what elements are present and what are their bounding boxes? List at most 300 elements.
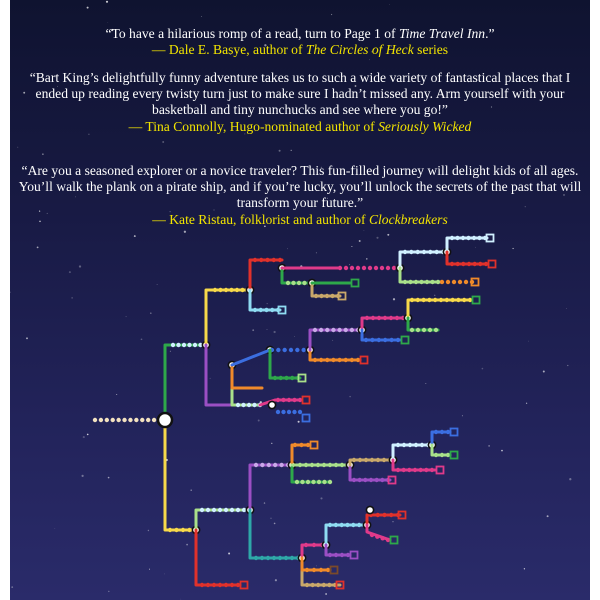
route-bead: [193, 343, 197, 347]
route-bead: [300, 480, 304, 484]
route-bead: [281, 410, 285, 414]
route-bead: [276, 398, 280, 402]
route-bead: [260, 556, 264, 560]
ending-marker: [402, 337, 409, 344]
route-bead: [421, 298, 425, 302]
route-bead: [265, 258, 269, 262]
star: [170, 351, 171, 352]
star: [184, 231, 186, 233]
route-bead: [446, 430, 450, 434]
route-bead: [259, 308, 263, 312]
route-bead: [286, 281, 290, 285]
star: [279, 150, 281, 152]
route-bead: [478, 262, 482, 266]
route-bead: [319, 294, 323, 298]
route-line: [393, 445, 430, 460]
route-bead: [305, 568, 309, 572]
route-bead: [374, 478, 378, 482]
route-bead: [380, 478, 384, 482]
route-bead: [279, 463, 283, 467]
star: [364, 230, 365, 231]
ending-marker: [303, 415, 310, 422]
route-bead: [291, 281, 295, 285]
route-bead: [200, 583, 204, 587]
route-bead: [396, 443, 400, 447]
route-bead: [414, 280, 418, 284]
route-line: [408, 300, 470, 318]
route-bead: [455, 236, 459, 240]
route-bead: [304, 543, 308, 547]
ending-marker: [473, 297, 480, 304]
star: [210, 378, 211, 379]
star: [79, 265, 81, 267]
quote-text: “To have a hilarious romp of a read, turn to Page 1 of: [105, 26, 399, 41]
route-bead: [282, 348, 286, 352]
route-bead: [93, 418, 97, 422]
quote-text: “Bart King’s delightfully funny adventure takes us to such a wide variety of fantastical places that I ended up reading every twisty turn just to make sure I hadn’t missed any. Arm yourself with your basketball and tiny nunchucks and see where you go!”: [29, 70, 571, 118]
route-line: [196, 510, 250, 530]
route-bead: [313, 328, 317, 332]
star: [462, 415, 463, 416]
route-bead: [455, 262, 459, 266]
route-bead: [325, 328, 329, 332]
route-bead: [340, 553, 344, 557]
route-bead: [241, 403, 245, 407]
route-bead: [377, 338, 381, 342]
route-bead: [434, 250, 438, 254]
blurb-quote-1: [10, 26, 590, 58]
route-bead: [467, 262, 471, 266]
route-bead: [140, 418, 144, 422]
route-bead: [472, 262, 476, 266]
ending-marker: [361, 357, 368, 364]
route-bead: [316, 463, 320, 467]
route-bead: [240, 288, 244, 292]
star: [252, 329, 254, 331]
route-bead: [396, 468, 400, 472]
star: [267, 329, 268, 330]
route-bead: [389, 316, 393, 320]
route-bead: [416, 328, 420, 332]
route-bead: [272, 556, 276, 560]
route-bead: [338, 266, 342, 270]
route-bead: [229, 288, 233, 292]
route-line: [232, 365, 262, 388]
route-bead: [272, 258, 276, 262]
route-bead: [328, 553, 332, 557]
route-bead: [134, 418, 138, 422]
star: [475, 247, 476, 248]
route-bead: [230, 583, 234, 587]
route-bead: [330, 294, 334, 298]
star: [71, 297, 72, 298]
route-bead: [428, 250, 432, 254]
route-bead: [401, 468, 405, 472]
blurb-quote-3: [10, 163, 590, 228]
star: [482, 368, 484, 370]
route-bead: [452, 280, 456, 284]
route-bead: [380, 536, 384, 540]
star: [528, 341, 529, 342]
star: [275, 579, 277, 581]
route-bead: [346, 553, 350, 557]
star: [270, 518, 271, 519]
route-bead: [334, 523, 338, 527]
route-bead: [295, 348, 299, 352]
route-bead: [416, 298, 420, 302]
quote-attribution: — Tina Connolly, Hugo-nominated author of Seriously Wicked: [128, 118, 472, 134]
star: [116, 394, 117, 395]
route-bead: [301, 348, 305, 352]
route-bead: [464, 280, 468, 284]
route-bead: [292, 410, 296, 414]
star: [512, 248, 513, 249]
route-bead: [224, 508, 228, 512]
ending-marker: [451, 452, 458, 459]
route-bead: [334, 463, 338, 467]
route-bead: [436, 280, 440, 284]
route-bead: [352, 478, 356, 482]
star: [264, 502, 265, 503]
route-bead: [306, 443, 310, 447]
route-bead: [430, 468, 434, 472]
route-bead: [409, 250, 413, 254]
route-bead: [440, 430, 444, 434]
route-line: [447, 238, 487, 252]
route-bead: [368, 266, 372, 270]
route-bead: [327, 583, 331, 587]
route-bead: [270, 308, 274, 312]
route-bead: [331, 328, 335, 332]
quote-book-title: Time Travel Inn: [398, 26, 486, 41]
route-bead: [298, 410, 302, 414]
route-bead: [276, 348, 280, 352]
route-bead: [439, 298, 443, 302]
ending-marker: [241, 582, 248, 589]
route-bead: [422, 328, 426, 332]
star: [366, 258, 367, 259]
route-bead: [382, 513, 386, 517]
route-bead: [284, 556, 288, 560]
star: [501, 450, 503, 452]
route-bead: [402, 443, 406, 447]
star: [274, 523, 276, 525]
route-bead: [392, 266, 396, 270]
route-bead: [428, 328, 432, 332]
route-bead: [319, 568, 323, 572]
route-bead: [414, 443, 418, 447]
route-line: [400, 268, 440, 282]
route-bead: [458, 280, 462, 284]
route-bead: [290, 376, 294, 380]
ending-marker: [352, 280, 359, 287]
star: [273, 331, 275, 333]
route-bead: [370, 338, 374, 342]
star: [180, 599, 181, 600]
route-bead: [424, 468, 428, 472]
route-bead: [468, 298, 472, 302]
route-line: [350, 465, 390, 480]
route-bead: [382, 458, 386, 462]
route-line: [250, 260, 282, 290]
route-line: [310, 330, 360, 350]
star: [349, 396, 350, 397]
route-bead: [350, 328, 354, 332]
route-bead: [461, 262, 465, 266]
route-bead: [260, 463, 264, 467]
route-bead: [292, 398, 296, 402]
star: [569, 478, 571, 480]
route-line: [206, 290, 250, 345]
route-bead: [357, 523, 361, 527]
route-bead: [430, 280, 434, 284]
route-bead: [396, 338, 400, 342]
star: [162, 141, 164, 143]
star: [228, 553, 230, 555]
route-bead: [484, 262, 488, 266]
quote-text-end: .”: [485, 26, 495, 41]
star: [126, 316, 127, 317]
route-bead: [116, 418, 120, 422]
route-bead: [312, 568, 316, 572]
route-bead: [235, 288, 239, 292]
route-line: [232, 365, 260, 405]
route-bead: [212, 583, 216, 587]
route-bead: [408, 280, 412, 284]
route-line: [292, 465, 330, 482]
route-bead: [182, 343, 186, 347]
route-bead: [299, 443, 303, 447]
route-bead: [328, 463, 332, 467]
route-bead: [450, 298, 454, 302]
route-bead: [314, 294, 318, 298]
route-bead: [128, 418, 132, 422]
route-line: [282, 268, 310, 283]
route-bead: [472, 236, 476, 240]
route-bead: [365, 316, 369, 320]
route-bead: [322, 463, 326, 467]
route-line: [270, 350, 300, 378]
ending-marker: [303, 397, 310, 404]
route-bead: [377, 316, 381, 320]
route-bead: [254, 556, 258, 560]
star: [393, 298, 395, 300]
route-bead: [302, 281, 306, 285]
star: [376, 237, 378, 239]
route-bead: [470, 280, 474, 284]
route-bead: [278, 258, 282, 262]
route-bead: [344, 358, 348, 362]
ending-marker: [351, 552, 358, 559]
route-bead: [461, 236, 465, 240]
route-bead: [434, 328, 438, 332]
route-bead: [434, 453, 438, 457]
star: [488, 445, 490, 447]
route-bead: [374, 266, 378, 270]
route-bead: [407, 468, 411, 472]
route-bead: [111, 418, 115, 422]
star: [389, 4, 390, 5]
star: [316, 566, 317, 567]
route-line: [232, 350, 270, 365]
route-bead: [364, 458, 368, 462]
route-bead: [236, 403, 240, 407]
star: [543, 370, 545, 372]
route-bead: [331, 358, 335, 362]
route-bead: [295, 480, 299, 484]
route-bead: [325, 358, 329, 362]
route-bead: [357, 478, 361, 482]
route-bead: [370, 533, 374, 537]
star: [526, 403, 527, 404]
route-bead: [306, 480, 310, 484]
star: [201, 16, 202, 17]
junction-node: [366, 506, 373, 513]
route-bead: [433, 298, 437, 302]
route-bead: [450, 262, 454, 266]
route-bead: [344, 328, 348, 332]
route-bead: [337, 358, 341, 362]
route-bead: [171, 343, 175, 347]
star: [294, 336, 295, 337]
route-bead: [445, 298, 449, 302]
ending-marker: [437, 467, 444, 474]
route-bead: [313, 358, 317, 362]
route-bead: [350, 266, 354, 270]
route-bead: [415, 250, 419, 254]
route-bead: [376, 513, 380, 517]
route-bead: [383, 316, 387, 320]
route-bead: [253, 308, 257, 312]
route-bead: [356, 358, 360, 362]
route-bead: [446, 453, 450, 457]
route-bead: [422, 250, 426, 254]
star: [369, 59, 370, 60]
route-bead: [440, 280, 444, 284]
route-bead: [413, 468, 417, 472]
route-bead: [326, 568, 330, 572]
blurb-quote-2: [10, 70, 590, 135]
route-line: [250, 290, 280, 310]
star: [298, 421, 300, 423]
route-bead: [213, 288, 217, 292]
star: [164, 574, 165, 575]
route-bead: [287, 398, 291, 402]
star: [547, 515, 549, 517]
route-bead: [298, 463, 302, 467]
route-bead: [369, 478, 373, 482]
route-bead: [345, 523, 349, 527]
star: [83, 436, 85, 438]
route-bead: [242, 508, 246, 512]
star: [17, 147, 18, 148]
route-bead: [450, 236, 454, 240]
route-bead: [386, 266, 390, 270]
route-bead: [146, 418, 150, 422]
route-bead: [310, 583, 314, 587]
route-bead: [356, 266, 360, 270]
route-bead: [462, 298, 466, 302]
star: [316, 252, 317, 253]
route-bead: [340, 463, 344, 467]
route-line: [250, 465, 290, 510]
route-bead: [410, 298, 414, 302]
star: [267, 303, 268, 304]
route-bead: [259, 258, 263, 262]
star: [69, 271, 71, 273]
route-bead: [273, 463, 277, 467]
route-bead: [99, 418, 103, 422]
star: [271, 443, 272, 444]
route-bead: [105, 418, 109, 422]
star: [87, 7, 89, 9]
route-bead: [386, 538, 390, 542]
route-bead: [363, 478, 367, 482]
route-bead: [218, 583, 222, 587]
route-bead: [297, 281, 301, 285]
route-bead: [311, 480, 315, 484]
route-line: [165, 420, 196, 530]
route-bead: [403, 280, 407, 284]
route-line: [326, 525, 365, 545]
route-bead: [276, 410, 280, 414]
route-bead: [446, 280, 450, 284]
route-bead: [298, 398, 302, 402]
star: [107, 22, 108, 23]
route-bead: [224, 288, 228, 292]
route-bead: [319, 328, 323, 332]
route-bead: [236, 583, 240, 587]
route-bead: [383, 338, 387, 342]
star: [291, 150, 292, 151]
route-bead: [310, 463, 314, 467]
star: [349, 264, 350, 265]
star: [54, 528, 55, 529]
route-bead: [168, 528, 172, 532]
quote-text: “Are you a seasoned explorer or a novice traveler? This fun-filled journey will delight kids of all ages. You’ll walk the plank on a pirate ship, and if you’re lucky, you’ll unlock the secrets of the past that will transform your future.”: [18, 163, 582, 211]
route-bead: [440, 453, 444, 457]
route-bead: [389, 513, 393, 517]
route-bead: [325, 294, 329, 298]
star: [186, 544, 188, 546]
route-bead: [389, 338, 393, 342]
star: [42, 153, 44, 155]
quote-attribution: — Dale E. Basye, author of The Circles of Heck series: [151, 42, 449, 58]
start-node: [158, 413, 172, 427]
star: [26, 337, 28, 339]
star: [11, 586, 13, 588]
star: [81, 475, 83, 477]
ending-marker: [391, 537, 398, 544]
route-bead: [371, 316, 375, 320]
star: [108, 591, 109, 592]
route-bead: [344, 266, 348, 270]
route-bead: [477, 236, 481, 240]
route-bead: [304, 463, 308, 467]
route-bead: [352, 458, 356, 462]
route-line: [362, 330, 400, 340]
star: [134, 235, 136, 237]
star: [524, 568, 525, 569]
route-bead: [267, 463, 271, 467]
route-bead: [174, 528, 178, 532]
star: [150, 312, 152, 314]
route-bead: [375, 534, 379, 538]
star: [157, 284, 158, 285]
route-bead: [289, 348, 293, 352]
route-bead: [253, 258, 257, 262]
route-bead: [224, 583, 228, 587]
